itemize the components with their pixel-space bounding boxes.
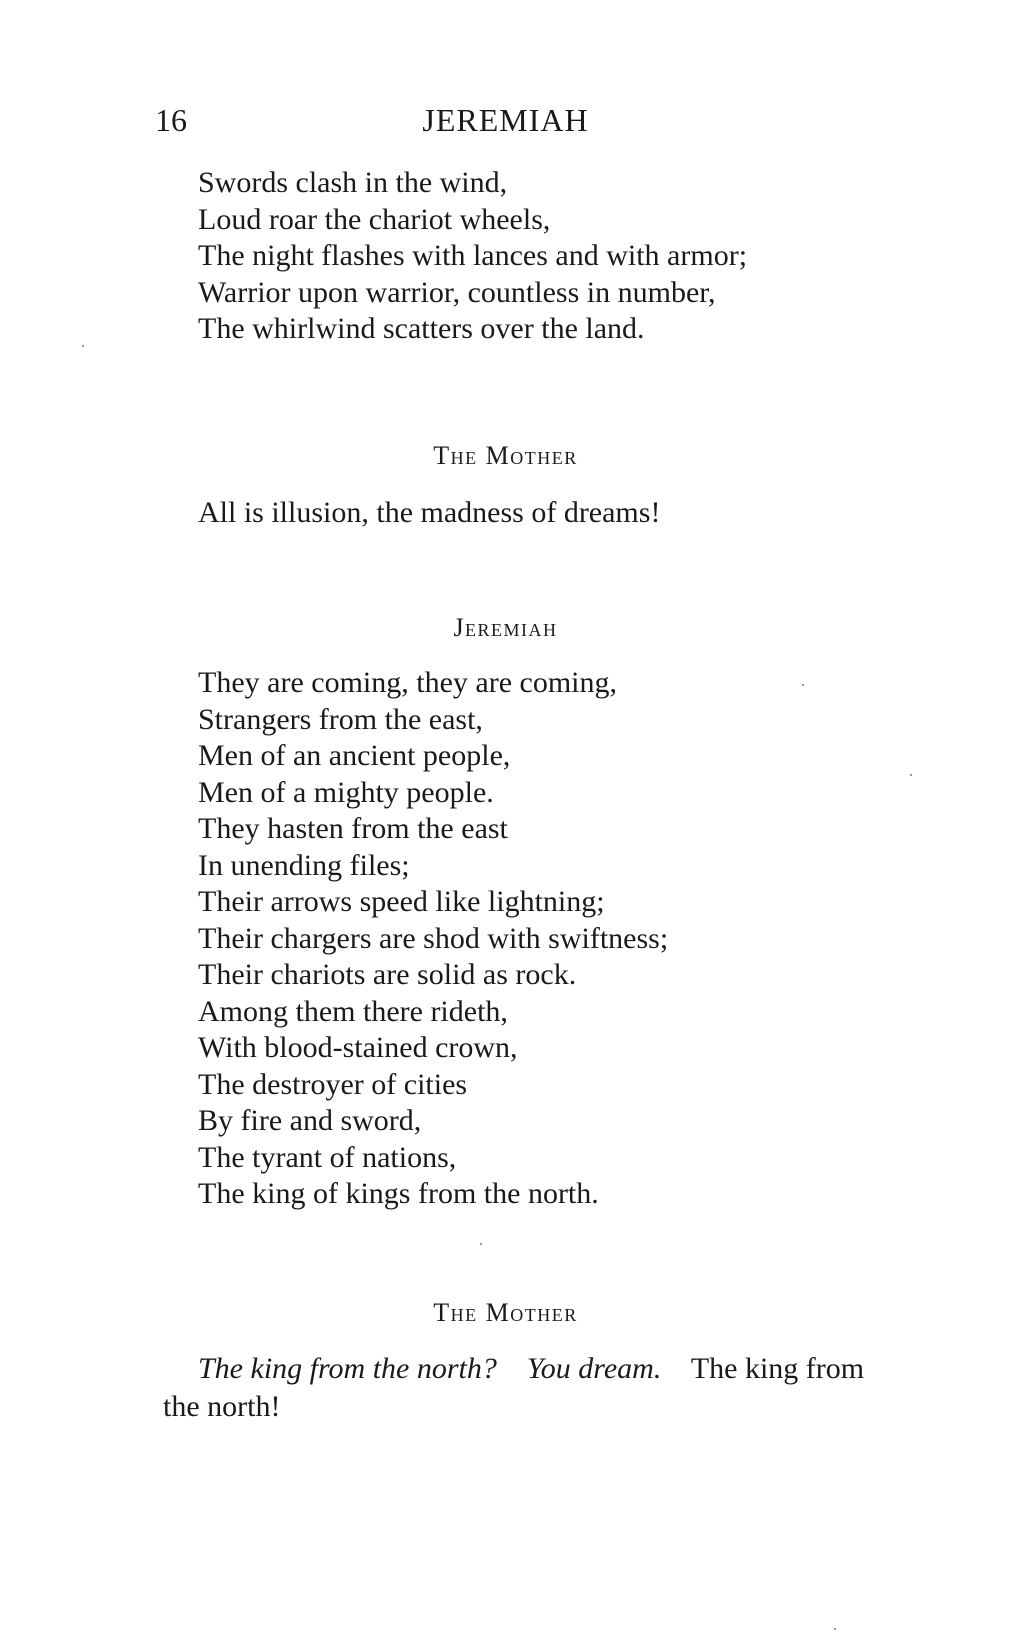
verse-line: Their chargers are shod with swiftness; [198, 921, 669, 955]
verse-line: With blood-stained crown, [198, 1031, 518, 1064]
verse-line: The tyrant of nations, [198, 1140, 457, 1174]
verse-line: By fire and sword, [198, 1104, 422, 1137]
verse-line: Swords clash in the wind, [198, 166, 508, 199]
verse-line: Men of an ancient people, [198, 739, 511, 772]
verse-line: The whirlwind scatters over the land. [198, 312, 645, 345]
verse-line: The king of kings from the north. [198, 1177, 599, 1210]
verse-line: The night flashes with lances and with armor; [198, 239, 748, 272]
prose-question: The king from the north? [198, 1352, 497, 1385]
verse-line: They are coming, they are coming, [198, 666, 618, 699]
scan-speck [480, 1243, 482, 1245]
scan-speck [802, 684, 804, 686]
scan-speck [82, 345, 84, 347]
running-title: JEREMIAH [422, 102, 589, 138]
verse-line: Warrior upon warrior, countless in number, [198, 275, 716, 309]
verse-block-coming [198, 665, 668, 1213]
speaker-heading-jeremiah: Jeremiah [453, 613, 558, 642]
verse-line: Among them there rideth, [198, 994, 508, 1028]
prose-dream: You dream. [526, 1352, 662, 1385]
verse-line: The destroyer of cities [198, 1067, 468, 1101]
prose-king-from-north [163, 1350, 908, 1426]
verse-line: In unending files; [198, 848, 410, 882]
scan-speck [834, 1628, 836, 1630]
verse-line: Strangers from the east, [198, 702, 483, 736]
speaker-heading-mother-2: The Mother [433, 1298, 578, 1327]
verse-line: Their chariots are solid as rock. [198, 958, 577, 991]
verse-line: Their arrows speed like lightning; [198, 885, 605, 918]
verse-line: Loud roar the chariot wheels, [198, 202, 551, 236]
speech-illusion: All is illusion, the madness of dreams! [198, 496, 661, 529]
scan-speck [910, 774, 912, 776]
verse-line: Men of a mighty people. [198, 775, 494, 809]
speaker-heading-mother: The Mother [433, 441, 578, 470]
verse-block-wind [198, 165, 747, 348]
verse-line: They hasten from the east [198, 812, 508, 845]
prose-exclamation: The king from the north! [163, 1352, 865, 1423]
page-number: 16 [155, 102, 187, 138]
